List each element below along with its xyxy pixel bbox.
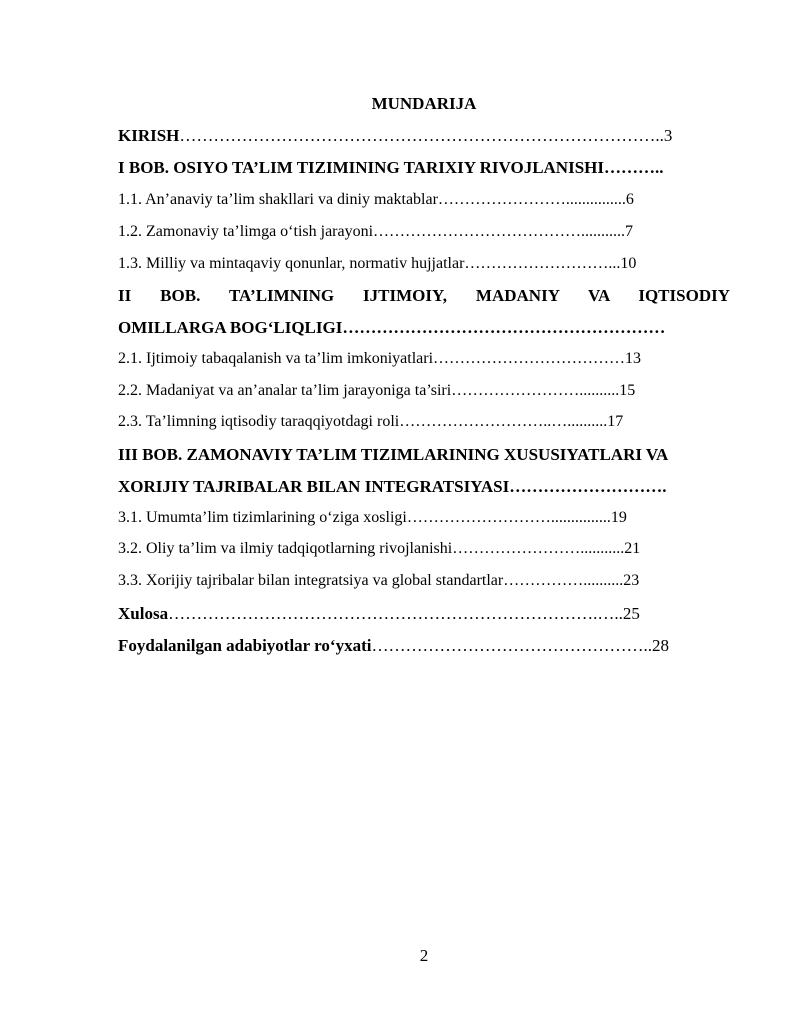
toc-leader: ……………………........... xyxy=(452,540,625,557)
toc-leader: ………………………... xyxy=(464,255,621,272)
toc-entry-3-2 xyxy=(118,540,730,558)
toc-leader: …………………………………........... xyxy=(373,223,626,240)
toc-entry-text: 1.2. Zamonaviy ta’limga o‘tish jarayoni xyxy=(118,223,374,240)
toc-entry-text: 3.2. Oliy ta’lim va ilmiy tadqiqotlarning rivojlanishi xyxy=(118,540,453,557)
toc-leader: ……………………………… xyxy=(433,350,626,367)
toc-page-number: 13 xyxy=(625,350,642,367)
toc-entry-1-3 xyxy=(118,255,730,273)
toc-entry-text: Xulosa xyxy=(118,604,169,623)
toc-entry-1-2 xyxy=(118,223,730,241)
toc-chapter-1 xyxy=(118,158,730,178)
toc-entry-text: 1.1. An’anaviy ta’lim shakllari va diniy maktablar xyxy=(118,191,438,208)
toc-entry-xulosa xyxy=(118,604,730,624)
toc-leader: ………………………………………….. xyxy=(371,636,652,655)
toc-page-number: 15 xyxy=(619,382,636,399)
toc-page-number: 19 xyxy=(610,509,627,526)
toc-entry-text: II BOB. TA’LIMNING IJTIMOIY, MADANIY VA IQTISODIY xyxy=(118,286,730,305)
toc-page-number: 17 xyxy=(607,413,624,430)
toc-entry-text: 1.3. Milliy va mintaqaviy qonunlar, normativ hujjatlar xyxy=(118,255,465,272)
toc-entry-text: III BOB. ZAMONAVIY TA’LIM TIZIMLARINING XUSUSIYATLARI VA xyxy=(118,445,669,464)
toc-entry-2-3 xyxy=(118,413,730,431)
toc-entry-2-1 xyxy=(118,350,730,368)
toc-leader: …………………….......... xyxy=(451,382,620,399)
toc-entry-kirish xyxy=(118,126,730,146)
toc-page-number: 6 xyxy=(625,191,634,208)
toc-entry-3-1 xyxy=(118,509,730,527)
toc-page-number: 21 xyxy=(624,540,641,557)
toc-page-number: 25 xyxy=(622,604,640,623)
toc-leader: ………………………………………………………………….….. xyxy=(168,604,623,623)
toc-chapter-3-line-2 xyxy=(118,477,730,497)
page-title: MUNDARIJA xyxy=(371,94,477,113)
toc-leader: ………………………………………………… xyxy=(342,318,666,337)
toc-leader: ……………………............... xyxy=(437,191,626,208)
toc-leader: …………….......... xyxy=(503,572,624,589)
toc-entry-text: XORIJIY TAJRIBALAR BILAN INTEGRATSIYASI xyxy=(118,477,510,496)
toc-entry-text: Foydalanilgan adabiyotlar ro‘yxati xyxy=(118,636,372,655)
toc-chapter-2-line-1 xyxy=(118,286,730,306)
toc-leader: ………………………............... xyxy=(406,509,611,526)
toc-leader: ………………………..….......... xyxy=(399,413,608,430)
toc-entry-2-2 xyxy=(118,382,730,400)
toc-entry-text: 2.3. Ta’limning iqtisodiy taraqqiyotdagi roli xyxy=(118,413,400,430)
toc-page-number: 28 xyxy=(651,636,669,655)
toc-entry-text: KIRISH xyxy=(118,126,180,145)
toc-leader: ………………………………………………………………………….. xyxy=(179,126,664,145)
toc-page-number: 23 xyxy=(623,572,640,589)
toc-leader: ……….. xyxy=(604,158,664,177)
toc-entry-adabiyotlar xyxy=(118,636,730,656)
toc-entry-text: OMILLARGA BOG‘LIQLIGI xyxy=(118,318,343,337)
page-number: 2 xyxy=(419,946,429,965)
toc-entry-text: 3.3. Xorijiy tajribalar bilan integratsiya va global standartlar xyxy=(118,572,504,589)
toc-chapter-2-line-2 xyxy=(118,318,730,338)
toc-entry-1-1 xyxy=(118,191,730,209)
toc-entry-text: I BOB. OSIYO TA’LIM TIZIMINING TARIXIY RIVOJLANISHI xyxy=(118,158,604,177)
toc-page-number: 3 xyxy=(663,126,673,145)
toc-leader: ………………………. xyxy=(509,477,667,496)
toc-entry-3-3 xyxy=(118,572,730,590)
toc-entry-text: 2.1. Ijtimoiy tabaqalanish va ta’lim imkoniyatlari xyxy=(118,350,434,367)
toc-entry-text: 3.1. Umumta’lim tizimlarining o‘ziga xosligi xyxy=(118,509,407,526)
toc-page-number: 10 xyxy=(620,255,637,272)
toc-page-number: 7 xyxy=(625,223,634,240)
toc-chapter-3-line-1 xyxy=(118,445,730,465)
toc-entry-text: 2.2. Madaniyat va an’analar ta’lim jarayoniga ta’siri xyxy=(118,382,452,399)
